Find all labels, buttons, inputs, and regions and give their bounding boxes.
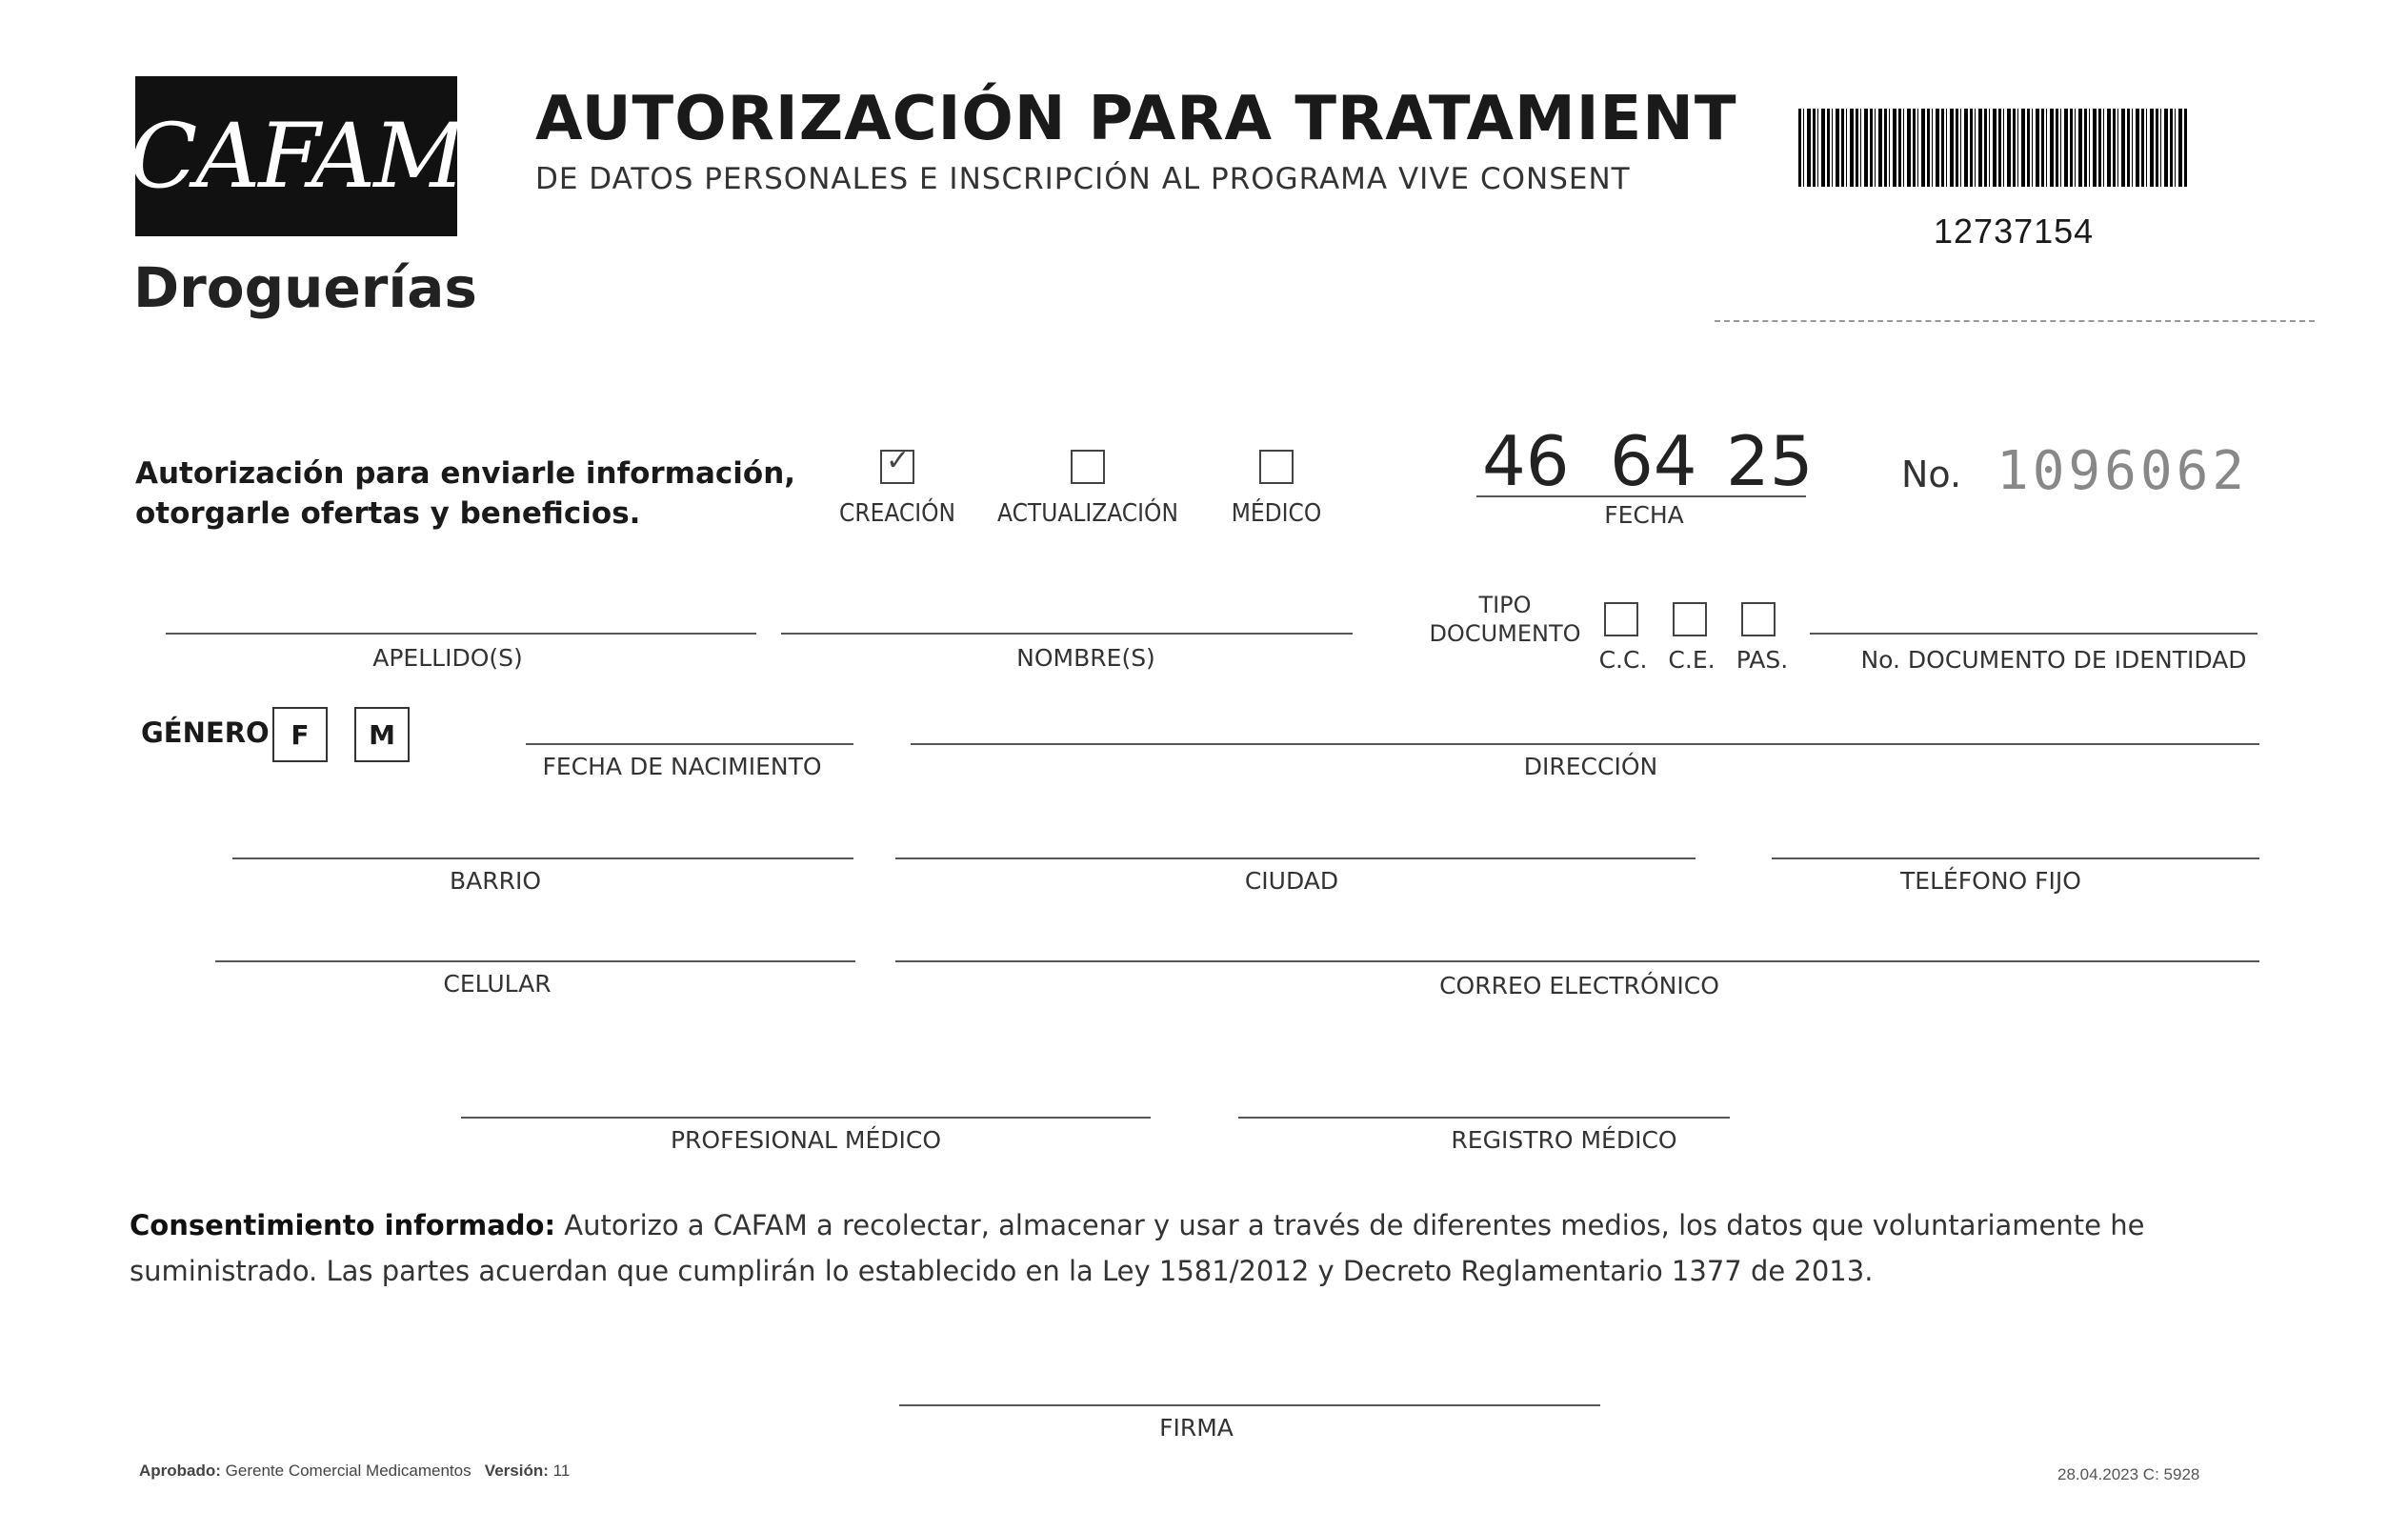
genero-label: GÉNERO (141, 716, 270, 749)
correo-label: CORREO ELECTRÓNICO (1439, 972, 1719, 999)
checkbox-ce[interactable] (1673, 602, 1707, 636)
no-documento-label: No. DOCUMENTO DE IDENTIDAD (1860, 646, 2247, 674)
checkbox-medico[interactable] (1259, 450, 1294, 484)
checkbox-medico-label: MÉDICO (1231, 499, 1322, 528)
apellidos-line (166, 633, 756, 635)
genero-f-text: F (291, 718, 310, 751)
authorization-label: Autorización para enviarle información, otorgarle ofertas y beneficios. (135, 456, 796, 531)
checkbox-actualizacion[interactable] (1071, 450, 1105, 484)
barrio-label: BARRIO (449, 867, 542, 895)
fecha-nacimiento-label: FECHA DE NACIMIENTO (542, 753, 822, 780)
number-prefix: No. (1901, 454, 1962, 495)
tipo-documento-label: TIPO DOCUMENTO (1429, 592, 1581, 647)
consent-lead: Consentimiento informado: (130, 1209, 556, 1241)
nombres-line (781, 633, 1353, 635)
aprobado-label: Aprobado: (139, 1462, 221, 1480)
firma-line (899, 1404, 1600, 1406)
telefono-fijo-label: TELÉFONO FIJO (1900, 867, 2081, 895)
direccion-line (911, 743, 2259, 745)
celular-label: CELULAR (443, 970, 552, 998)
brand-subtitle: Droguerías (133, 255, 477, 320)
ciudad-line (895, 857, 1696, 859)
genero-m-box[interactable] (354, 707, 410, 762)
nombres-label: NOMBRE(S) (1016, 644, 1155, 672)
barcode-number: 12737154 (1934, 212, 2095, 251)
consent-text: Autorizo a CAFAM a recolectar, almacenar y usar a través de diferentes medios, los datos que voluntariamente he suministrado. Las partes acuerdan que cumplirán lo establecido en la Ley 1581/2012 y Decreto Reglamentario 1377 de 2013. (130, 1209, 2145, 1287)
header-divider (1715, 320, 2315, 322)
barcode-icon (1798, 109, 2187, 187)
no-documento-line (1810, 633, 2258, 635)
cafam-logo (129, 76, 464, 236)
registro-medico-label: REGISTRO MÉDICO (1451, 1126, 1677, 1154)
profesional-medico-label: PROFESIONAL MÉDICO (670, 1126, 942, 1154)
aprobado-value: Gerente Comercial Medicamentos (225, 1462, 472, 1480)
doc-type-ce-label: C.E. (1668, 646, 1716, 674)
firma-label: FIRMA (1159, 1414, 1234, 1442)
checkbox-creacion-label: CREACIÓN (838, 499, 956, 528)
correo-line (895, 960, 2259, 962)
genero-f-box[interactable] (272, 707, 328, 762)
profesional-medico-line (461, 1117, 1151, 1119)
registro-medico-line (1238, 1117, 1730, 1119)
direccion-label: DIRECCIÓN (1523, 753, 1658, 780)
version-value: 11 (552, 1462, 571, 1480)
telefono-fijo-line (1772, 857, 2259, 859)
celular-line (215, 960, 855, 962)
ciudad-label: CIUDAD (1244, 867, 1339, 895)
date-year[interactable]: 25 (1726, 421, 1814, 501)
logo-text: CAFAM (129, 104, 464, 209)
barrio-line (232, 857, 853, 859)
form-title: AUTORIZACIÓN PARA TRATAMIENT (535, 84, 1737, 154)
date-line (1476, 495, 1806, 497)
checkbox-creacion[interactable] (880, 445, 914, 484)
checkbox-cc[interactable] (1604, 602, 1638, 636)
date-day[interactable]: 46 (1482, 421, 1570, 501)
date-month[interactable]: 64 (1610, 421, 1697, 501)
apellidos-label: APELLIDO(S) (372, 644, 523, 672)
doc-type-pas-label: PAS. (1736, 646, 1789, 674)
version-label: Versión: (484, 1462, 549, 1480)
checkbox-actualizacion-label: ACTUALIZACIÓN (997, 499, 1178, 528)
form-number: 1096062 (1997, 440, 2249, 502)
form-subtitle: DE DATOS PERSONALES E INSCRIPCIÓN AL PROGRAMA VIVE CONSENT (535, 162, 1631, 196)
doc-type-cc-label: C.C. (1598, 646, 1648, 674)
consent-paragraph (130, 1202, 2263, 1294)
date-label: FECHA (1604, 501, 1684, 529)
checkbox-pas[interactable] (1741, 602, 1776, 636)
footer-approval (139, 1462, 570, 1481)
footer-date-code: 28.04.2023 C: 5928 (2057, 1465, 2200, 1483)
genero-m-text: M (369, 718, 395, 751)
check-mark-icon: ✓ (886, 445, 911, 476)
fecha-nacimiento-line (526, 743, 853, 745)
